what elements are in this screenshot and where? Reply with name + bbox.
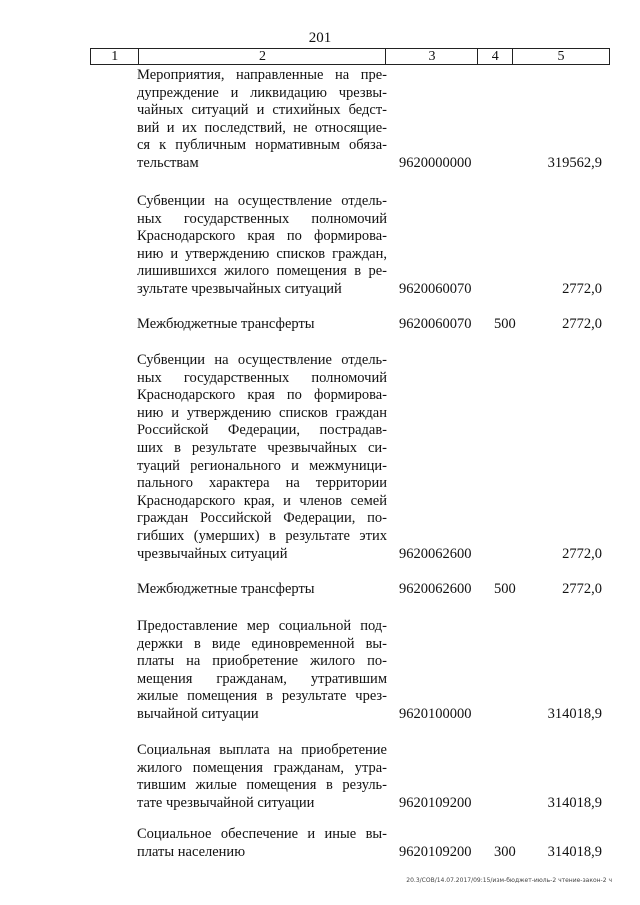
header-col-3: 3 xyxy=(386,49,478,65)
description-line: дупреждение и ликвидацию чрезвы- xyxy=(137,84,387,101)
description-line: чрезвычайных ситуаций xyxy=(137,545,288,562)
column-header-table xyxy=(90,48,610,65)
description-line: платы на приобретение жилого по- xyxy=(137,653,387,670)
row-code: 9620060070 xyxy=(399,316,472,332)
row-code: 9620109200 xyxy=(399,844,472,860)
row-amount: 314018,9 xyxy=(547,795,602,811)
description-line: Межбюджетные трансферты xyxy=(137,581,315,597)
row-code: 9620109200 xyxy=(399,795,472,811)
description-line: Социальная выплата на приобретение xyxy=(137,742,387,758)
row-amount: 2772,0 xyxy=(562,546,602,562)
description-line: Межбюджетные трансферты xyxy=(137,316,315,332)
footer-file-stamp: 20.3/COB/14.07.2017/09:15/изм-бюджет-июль-2 чтение-закон-2 ч xyxy=(406,877,612,884)
description-line: лишившихся жилого помещения в ре- xyxy=(137,263,387,280)
row-vr: 300 xyxy=(494,844,516,860)
row-vr: 500 xyxy=(494,316,516,332)
description-line: зультате чрезвычайных ситуаций xyxy=(137,280,342,297)
description-line: вычайной ситуации xyxy=(137,705,259,722)
description-line: Мероприятия, направленные на пре- xyxy=(137,67,387,83)
row-amount: 2772,0 xyxy=(562,316,602,332)
description-line: чайных ситуаций и стихийных бедст- xyxy=(137,102,387,119)
description-line: Социальное обеспечение и иные вы- xyxy=(137,826,387,842)
row-description xyxy=(137,67,387,173)
row-description xyxy=(137,618,387,724)
row-vr: 500 xyxy=(494,581,516,597)
description-line: гибших (умерших) в результате этих xyxy=(137,527,387,544)
description-line: держки в виде единовременной вы- xyxy=(137,635,387,652)
row-description xyxy=(137,352,387,563)
row-description xyxy=(137,826,387,861)
row-code: 9620060070 xyxy=(399,281,472,297)
description-line: платы населению xyxy=(137,843,246,860)
row-amount: 314018,9 xyxy=(547,844,602,860)
row-amount: 314018,9 xyxy=(547,706,602,722)
row-code: 9620000000 xyxy=(399,155,472,171)
description-line: тельствам xyxy=(137,154,199,171)
row-code: 9620100000 xyxy=(399,706,472,722)
description-line: мещения гражданам, утратившим xyxy=(137,670,387,687)
row-description xyxy=(137,193,387,299)
description-line: ных государственных полномочий xyxy=(137,369,387,386)
header-col-2: 2 xyxy=(139,49,386,65)
description-line: ных государственных полномочий xyxy=(137,210,387,227)
row-description xyxy=(137,316,387,334)
header-col-5: 5 xyxy=(513,49,610,65)
description-line: туаций регионального и межмуници- xyxy=(137,457,387,474)
description-line: Краснодарского края, и членов семей xyxy=(137,492,387,509)
description-line: Краснодарского края по формирова- xyxy=(137,228,387,245)
row-amount: 2772,0 xyxy=(562,281,602,297)
description-line: Российской Федерации, пострадав- xyxy=(137,422,387,439)
description-line: Предоставление мер социальной под- xyxy=(137,618,387,634)
description-line: тате чрезвычайной ситуации xyxy=(137,794,315,811)
header-col-1: 1 xyxy=(91,49,139,65)
row-description xyxy=(137,742,387,812)
description-line: жилого помещения гражданам, утра- xyxy=(137,759,387,776)
description-line: пального характера на территории xyxy=(137,475,387,492)
description-line: вий и их последствий, не относящие- xyxy=(137,119,387,136)
row-code: 9620062600 xyxy=(399,581,472,597)
page-number: 201 xyxy=(308,30,332,46)
description-line: Субвенции на осуществление отдель- xyxy=(137,352,387,368)
description-line: ся к публичным нормативным обяза- xyxy=(137,137,387,154)
description-line: Субвенции на осуществление отдель- xyxy=(137,193,387,209)
description-line: нию и утверждению списков граждан xyxy=(137,404,387,421)
row-amount: 319562,9 xyxy=(547,155,602,171)
description-line: Краснодарского края по формирова- xyxy=(137,387,387,404)
description-line: жилые помещения в результате чрез- xyxy=(137,688,387,705)
description-line: граждан Российской Федерации, по- xyxy=(137,510,387,527)
header-col-4: 4 xyxy=(478,49,513,65)
row-amount: 2772,0 xyxy=(562,581,602,597)
description-line: ших в результате чрезвычайных си- xyxy=(137,439,387,456)
row-description xyxy=(137,581,387,599)
row-code: 9620062600 xyxy=(399,546,472,562)
description-line: тившим жилые помещения в резуль- xyxy=(137,777,387,794)
description-line: нию и утверждению списков граждан, xyxy=(137,245,387,262)
